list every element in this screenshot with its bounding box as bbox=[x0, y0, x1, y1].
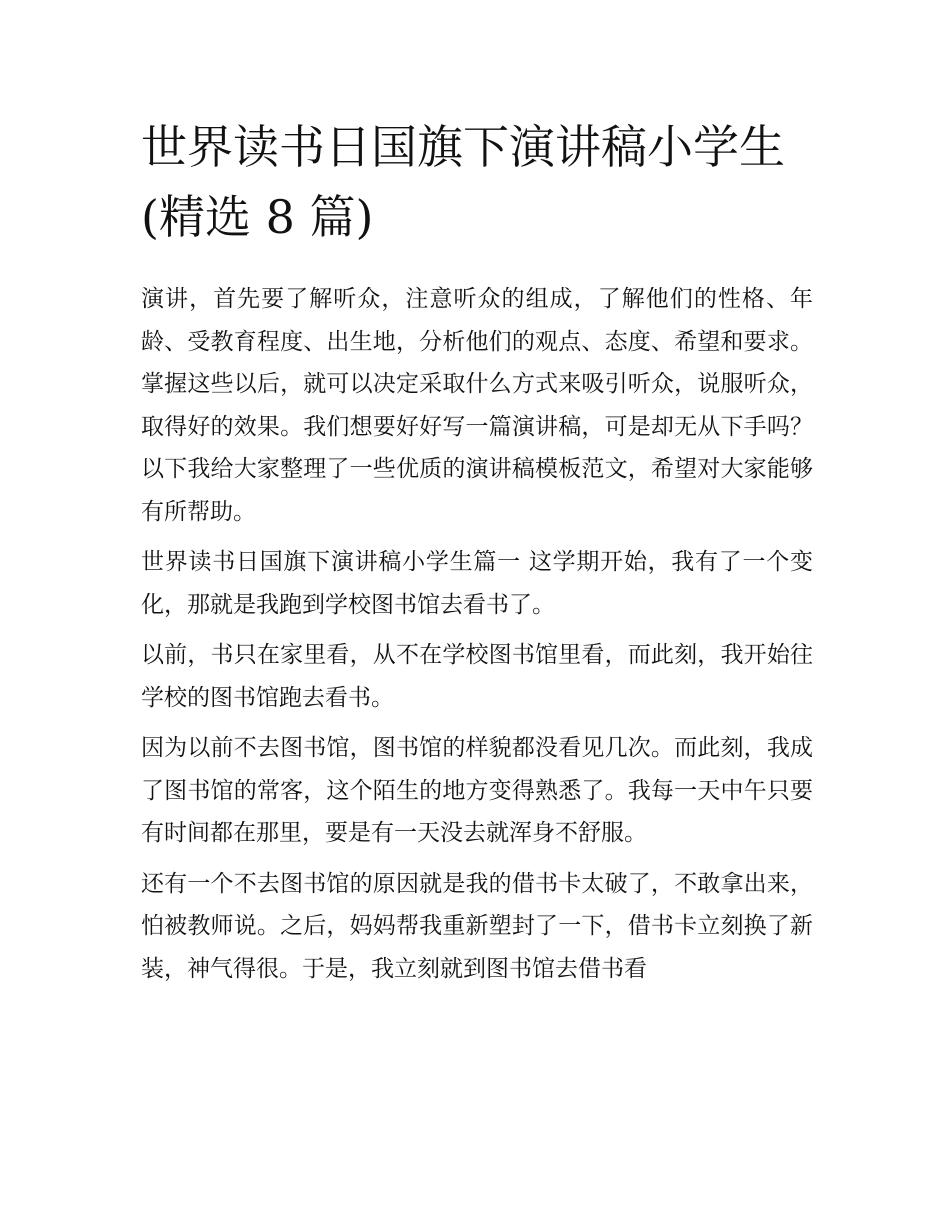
paragraph-2: 以前，书只在家里看，从不在学校图书馆里看，而此刻，我开始往学校的图书馆跑去看书。 bbox=[141, 642, 813, 711]
document-page bbox=[141, 112, 813, 990]
paragraph-4: 还有一个不去图书馆的原因就是我的借书卡太破了，不敢拿出来，怕被教师说。之后，妈妈帮我重新塑封了一下，借书卡立刻换了新装，神气得很。于是，我立刻就到图书馆去借书看 bbox=[141, 870, 813, 982]
paragraph-3: 因为以前不去图书馆，图书馆的样貌都没看见几次。而此刻，我成了图书馆的常客，这个陌生的地方变得熟悉了。我每一天中午只要有时间都在那里，要是有一天没去就浑身不舒服。 bbox=[141, 735, 813, 846]
paragraph-1: 世界读书日国旗下演讲稿小学生篇一 这学期开始，我有了一个变化，那就是我跑到学校图书馆去看书了。 bbox=[141, 549, 813, 618]
paragraph-intro: 演讲，首先要了解听众，注意听众的组成，了解他们的性格、年龄、受教育程度、出生地，分析他们的观点、态度、希望和要求。掌握这些以后，就可以决定采取什么方式来吸引听众，说服听众，取得好的效果。我们想要好好写一篇演讲稿，可是却无从下手吗？以下我给大家整理了一些优质的演讲稿模板范文，希望对大家能够有所帮助。 bbox=[141, 286, 813, 525]
document-title: 世界读书日国旗下演讲稿小学生(精选 8 篇) bbox=[141, 120, 785, 244]
